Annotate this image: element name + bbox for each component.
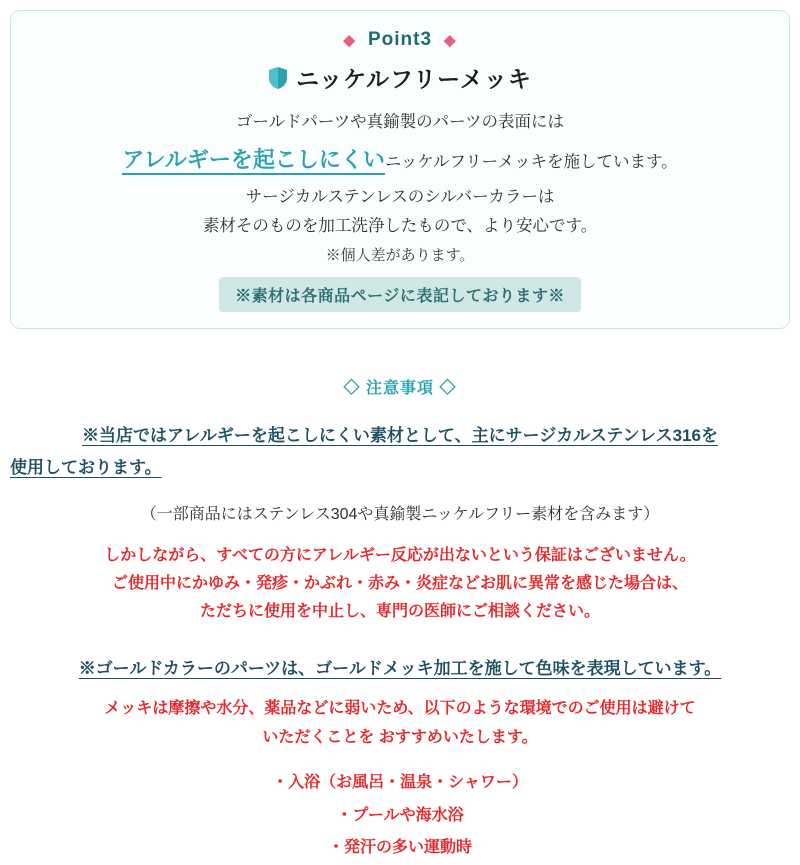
panel-line-1: ゴールドパーツや真鍮製のパーツの表面には	[235, 113, 565, 131]
page-root	[0, 10, 800, 857]
point3-panel	[10, 10, 790, 329]
material-ribbon: ※素材は各商品ページに表記しております※	[219, 277, 581, 312]
panel-line-3: 素材そのものを加工洗浄したもので、より安心です。	[202, 216, 598, 235]
material-note-block	[0, 420, 800, 483]
notice-section	[0, 375, 800, 865]
allergy-warning-line-2: ご使用中にかゆみ・発疹・かぶれ・赤み・炎症などお肌に異常を感じた場合は、	[111, 575, 688, 593]
point-label: Point3	[367, 29, 433, 50]
gold-plating-note: ※ゴールドカラーのパーツは、ゴールドメッキ加工を施して色味を表現しています。	[78, 659, 722, 679]
panel-line-4: ※個人差があります。	[325, 247, 475, 265]
panel-emphasis-text: アレルギーを起こしにくい	[122, 147, 385, 175]
allergy-warning-line-1: しかしながら、すべての方にアレルギー反応が出ないという保証はございません。	[104, 547, 696, 565]
panel-emphasis-tail: ニッケルフリーメッキを施しています。	[384, 152, 678, 171]
notice-title: ◇ 注意事項 ◇	[343, 380, 457, 398]
plating-care-block	[0, 695, 800, 753]
diamond-left-icon: ◆	[343, 31, 356, 49]
panel-title-text: ニッケルフリーメッキ	[296, 66, 532, 92]
list-item: ・入浴（お風呂・温泉・シャワー）	[272, 773, 528, 791]
plating-care-line-2: いただくことを おすすめいたします。	[262, 729, 538, 747]
list-item: ・プールや海水浴	[336, 806, 464, 824]
material-paren-note: （一部商品にはステンレス304や真鍮製ニッケルフリー素材を含みます）	[140, 506, 660, 524]
panel-title	[25, 61, 775, 94]
plating-care-line-1: メッキは摩擦や水分、薬品などに弱いため、以下のような環境でのご使用は避けて	[104, 700, 696, 718]
allergy-warning-block	[0, 542, 800, 626]
material-note-line-1: ※当店ではアレルギーを起こしにくい素材として、主にサージカルステンレス316を	[82, 426, 718, 446]
point-heading	[25, 29, 775, 51]
panel-line-2: サージカルステンレスのシルバーカラーは	[245, 187, 555, 206]
allergy-warning-line-3: ただちに使用を中止し、専門の医師にご相談ください。	[199, 603, 600, 621]
shield-icon	[268, 66, 288, 90]
list-item: ・発汗の多い運動時	[327, 839, 472, 857]
avoid-situations-list	[0, 767, 800, 865]
panel-emphasis-line	[25, 139, 775, 181]
diamond-right-icon: ◆	[444, 31, 457, 49]
material-note-line-2: 使用しております。	[10, 457, 162, 477]
